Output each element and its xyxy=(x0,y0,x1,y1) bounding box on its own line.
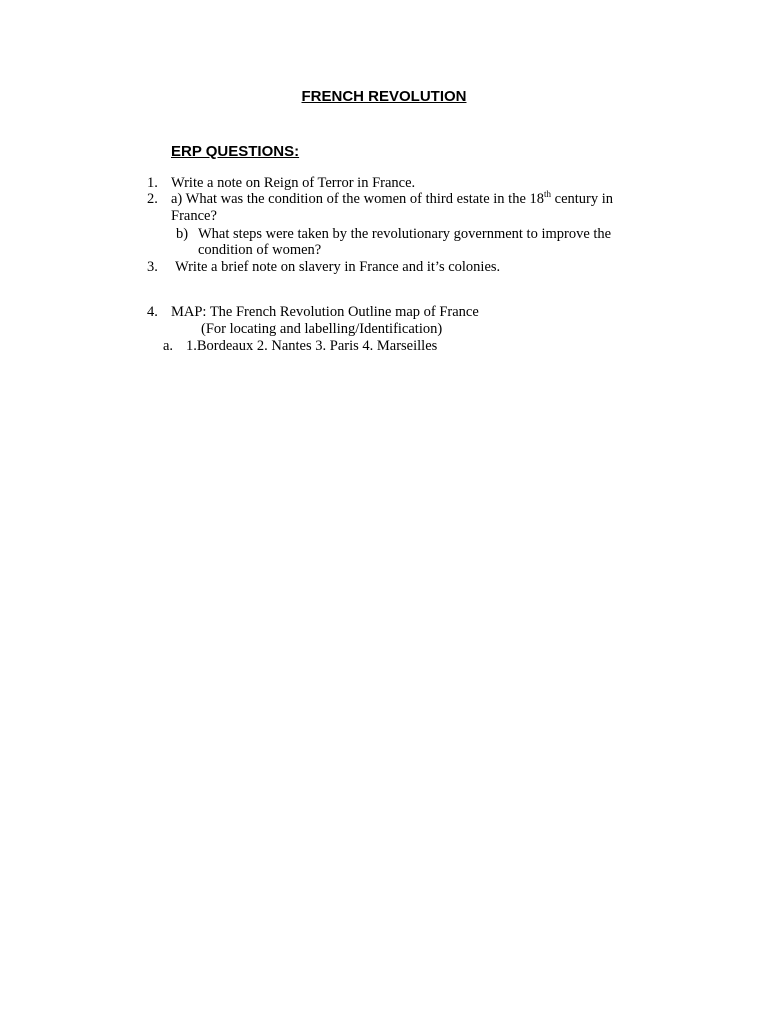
question-2a-text-end: century in xyxy=(551,191,614,207)
question-2-number: 2. xyxy=(147,191,158,207)
question-4-text: MAP: The French Revolution Outline map of France xyxy=(171,304,479,320)
question-4-number: 4. xyxy=(147,304,158,320)
ordinal-suffix: th xyxy=(544,189,552,199)
page-title: FRENCH REVOLUTION xyxy=(301,88,467,105)
question-4-note: (For locating and labelling/Identification) xyxy=(201,321,443,337)
question-3-text: Write a brief note on slavery in France and it’s colonies. xyxy=(175,259,501,275)
question-2a-continuation: France? xyxy=(171,208,217,224)
question-1-text: Write a note on Reign of Terror in France. xyxy=(171,175,416,191)
question-3-number: 3. xyxy=(147,259,158,275)
question-2b-text: What steps were taken by the revolutionary government to improve the xyxy=(198,226,612,242)
question-2a-text-start: a) What was the condition of the women of third estate in the 18 xyxy=(171,191,545,207)
question-4-sub-text: 1.Bordeaux 2. Nantes 3. Paris 4. Marseilles xyxy=(186,338,438,354)
question-1-number: 1. xyxy=(147,175,158,191)
question-2a-text xyxy=(171,191,613,208)
question-2b-label: b) xyxy=(176,226,189,242)
question-4-sub-label: a. xyxy=(163,338,174,354)
section-heading: ERP QUESTIONS: xyxy=(171,143,300,160)
question-2b-continuation: condition of women? xyxy=(198,242,322,258)
